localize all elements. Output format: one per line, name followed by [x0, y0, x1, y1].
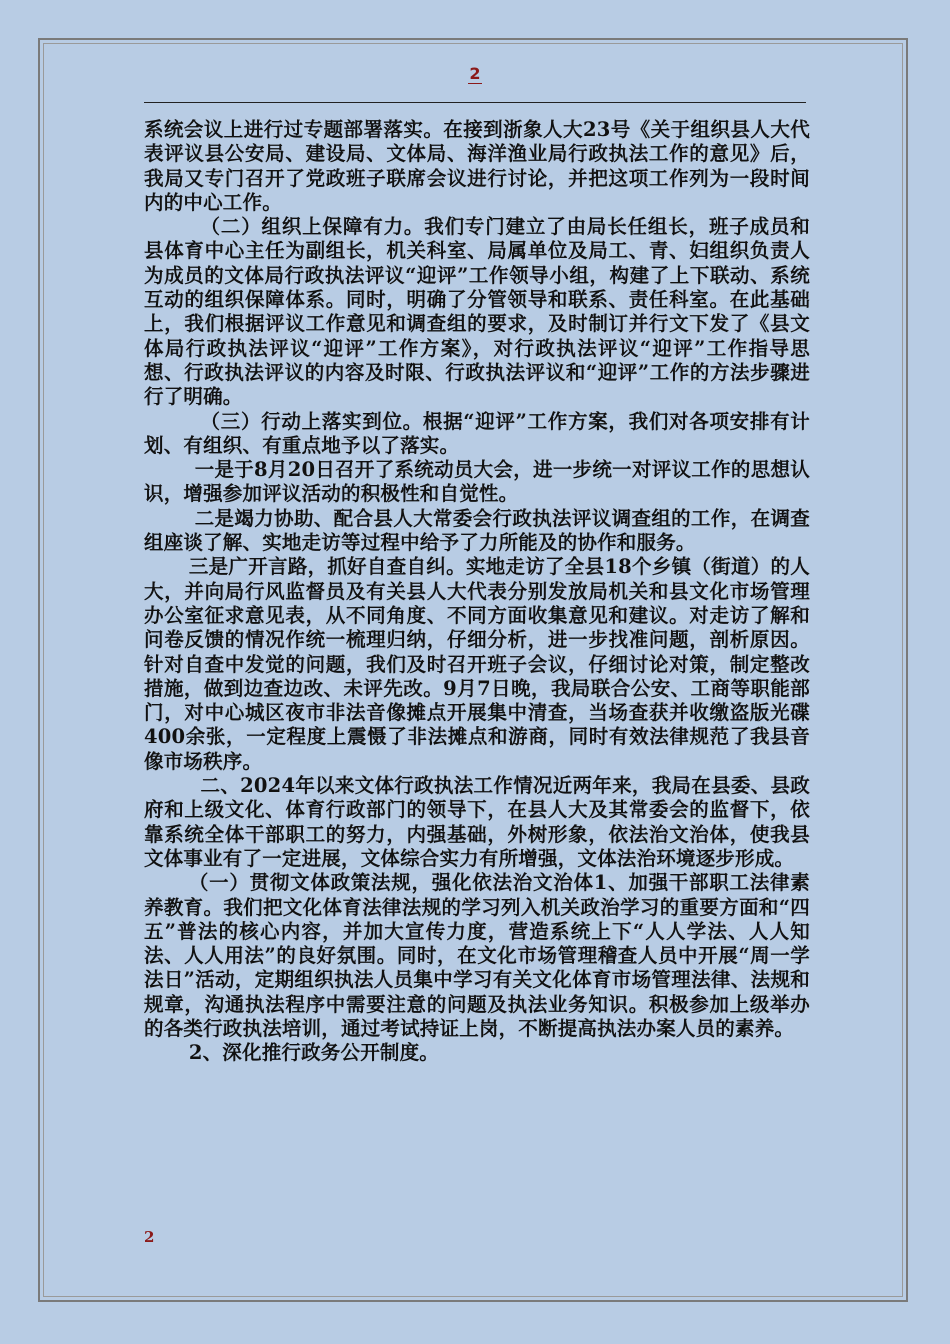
- paragraph: （一）贯彻文体政策法规，强化依法治文治体1、加强干部职工法律素养教育。我们把文化体育法律法规的学习列入机关政治学习的重要方面和“四五”普法的核心内容，并加大宣传力度，营造系统上下“人人学法、人人知法、人人用法”的良好氛围。同时，在文化市场管理稽查人员中开展“周一学法日”活动，定期组织执法人员集中学习有关文化体育市场管理法律、法规和规章，沟通执法程序中需要注意的问题及执法业务知识。积极参加上级举办的各类行政执法培训，通过考试持证上岗，不断提高执法办案人员的素养。: [144, 871, 810, 1040]
- header-page-number: [0, 64, 950, 83]
- header-rule: [144, 102, 806, 103]
- paragraph: 系统会议上进行过专题部署落实。在接到浙象人大23号《关于组织县人大代表评议县公安局、建设局、文体局、海洋渔业局行政执法工作的意见》后，我局又专门召开了党政班子联席会议进行讨论，并把这项工作列为一段时间内的中心工作。: [144, 118, 810, 214]
- paragraph: 二是竭力协助、配合县人大常委会行政执法评议调查组的工作，在调查组座谈了解、实地走访等过程中给予了力所能及的协作和服务。: [144, 506, 810, 555]
- document-body: [144, 118, 810, 1066]
- paragraph: 三是广开言路，抓好自查自纠。实地走访了全县18个乡镇（街道）的人大，并向局行风监督员及有关县人大代表分别发放局机关和县文化市场管理办公室征求意见表，从不同角度、不同方面收集意见和建议。对走访了解和问卷反馈的情况作统一梳理归纳，仔细分析，进一步找准问题，剖析原因。针对自查中发觉的问题，我们及时召开班子会议，仔细讨论对策，制定整改措施，做到边查边改、未评先改。9月7日晚，我局联合公安、工商等职能部门，对中心城区夜市非法音像摊点开展集中清查，当场查获并收缴盗版光碟400余张，一定程度上震慑了非法摊点和游商，同时有效法律规范了我县音像市场秩序。: [144, 555, 810, 773]
- paragraph: 2、深化推行政务公开制度。: [188, 1041, 440, 1065]
- paragraph: 二、2024年以来文体行政执法工作情况近两年来，我局在县委、县政府和上级文化、体育行政部门的领导下，在县人大及其常委会的监督下，依靠系统全体干部职工的努力，内强基础，外树形象，依法治文治体，使我县文体事业有了一定进展，文体综合实力有所增强，文体法治环境逐步形成。: [144, 774, 810, 870]
- footer-page-number: 2: [144, 1228, 155, 1246]
- paragraph: （二）组织上保障有力。我们专门建立了由局长任组长，班子成员和县体育中心主任为副组长，机关科室、局属单位及局工、青、妇组织负责人为成员的文体局行政执法评议“迎评”工作领导小组，构建了上下联动、系统互动的组织保障体系。同时，明确了分管领导和联系、责任科室。在此基础上，我们根据评议工作意见和调查组的要求，及时制订并行文下发了《县文体局行政执法评议“迎评”工作方案》，对行政执法评议“迎评”工作指导思想、行政执法评议的内容及时限、行政执法评议和“迎评”工作的方法步骤进行了明确。: [144, 215, 810, 409]
- paragraph: 一是于8月20日召开了系统动员大会，进一步统一对评议工作的思想认识，增强参加评议活动的积极性和自觉性。: [144, 458, 810, 506]
- paragraph: （三）行动上落实到位。根据“迎评”工作方案，我们对各项安排有计划、有组织、有重点地予以了落实。: [144, 409, 810, 457]
- header-page-number-text: 2: [469, 64, 481, 83]
